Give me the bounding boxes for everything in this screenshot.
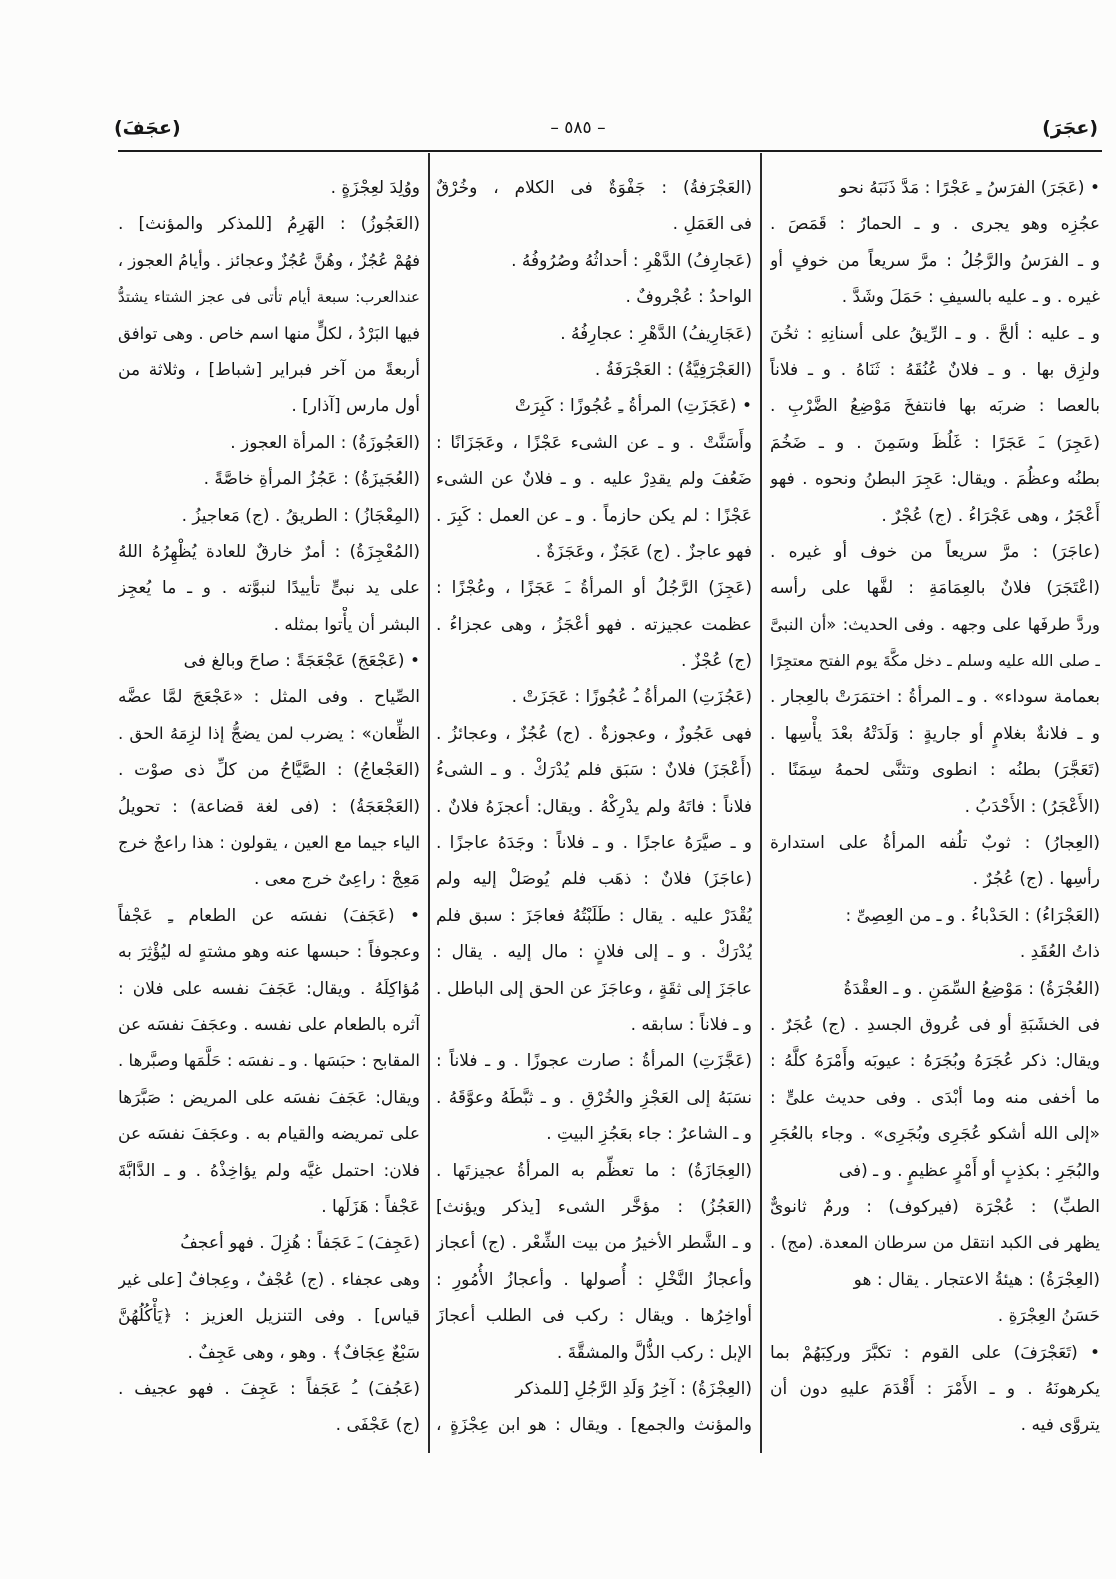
entry-line-text: عجُزِه وهو يجرى . و ـ الحمارُ : قَمَصَ .: [770, 214, 1100, 235]
entry-line: [436, 1153, 752, 1189]
entry-line-text: الصِّياح . وفى المثل : «عَجْعَجَ لمَّا عضَّه: [118, 687, 420, 708]
entry-line-text: • (تَعَجْرَفَ) على القوم : تكبَّرَ وركِبَهُمْ بما: [770, 1342, 1100, 1363]
column-divider: [428, 153, 430, 1453]
entry-line: [118, 752, 420, 788]
entry-line-text: عظمت عجيزته . فهو أعْجَزُ ، وهى عجزاءُ .: [436, 614, 752, 635]
entry-line: [118, 1189, 420, 1225]
entry-line: [118, 570, 420, 606]
entry-line: [436, 1262, 752, 1298]
entry-line-text: الواحدُ : عُجْروفٌ .: [625, 287, 752, 308]
entry-line-text: (عَجَارِيفُ) الدَّهْرِ : عجارِفُهُ .: [560, 323, 752, 344]
entry-line-text: (تَعَجَّرَ) بطنُه : انطوى وتثنَّى لحمهُ سِمَنًا .: [770, 760, 1100, 781]
entry-line-text: عندالعرب: سبعة أيام تأتى فى عجز الشتاء يشتدُّ: [118, 288, 420, 307]
entry-line-text: • (عَجْعَجَ) عَجْعَجَةً : صاحَ وبالغ فى: [183, 651, 420, 672]
entry-line-text: فى الخشَبَةِ أو فى عُروق الجسدِ . (ج) عُجَرٌ .: [770, 1014, 1100, 1035]
entry-line: [770, 1043, 1100, 1079]
entry-line: [770, 1371, 1100, 1407]
entry-line: [770, 425, 1100, 461]
entry-line-text: الياء جيما مع العين ، يقولون : هذا راعجٌ خرج: [118, 833, 420, 853]
entry-line: [436, 279, 752, 315]
entry-line: [118, 461, 420, 497]
entry-line: [770, 934, 1100, 970]
entry-line-text: ويقال: عَجَفَ نفسَه على المريض : صَبَّرَها: [118, 1087, 420, 1108]
entry-line-text: (عاجَرَ) : مرَّ سريعاً من خوف أو غيره .: [770, 541, 1100, 562]
entry-line: [118, 1371, 420, 1407]
entry-line: [118, 934, 420, 970]
entry-line: [770, 1335, 1100, 1371]
entry-line-text: (العِجْزَةُ) : آخِرُ وَلَدِ الرَّجُلِ [للمذكر: [515, 1378, 752, 1399]
entry-line-text: الظِّعان» : يضرب لمن يضجُّ إذا لزِمَهُ الحق .: [118, 723, 420, 743]
entry-line: [436, 1007, 752, 1043]
entry-line: [436, 861, 752, 897]
entry-line: [770, 206, 1100, 242]
entry-line-text: (أَعْجَزَ) فلانٌ : سَبَق فلم يُدْرَكْ . و ـ الشىءُ: [436, 760, 752, 781]
entry-line: [770, 170, 1100, 206]
entry-line: [118, 716, 420, 752]
entry-line-text: أَعْجَرُ ، وهى عَجْرَاءُ . (ج) عُجْرٌ .: [881, 505, 1100, 526]
entry-line-text: أربعةً من آخر فبراير [شباط] ، وثلاثة من: [118, 359, 420, 380]
entry-line-text: فلاناً : فاتَهُ ولم يدْرِكْهُ . ويقال: أعجزَهُ فلانٌ .: [436, 796, 752, 817]
entry-line: [436, 316, 752, 352]
entry-line-text: المقابح : حبَسَها . و ـ نفسَه : حَلَّمَها وصبَّرها .: [118, 1051, 420, 1071]
entry-line-text: (ج) عُجْزٌ .: [681, 651, 752, 672]
entry-line: [118, 243, 420, 279]
entry-line-text: (العَجْعاجُ) : الصَّيَّاحُ من كلِّ ذى صوْت .: [118, 760, 420, 781]
entry-line: [436, 1225, 752, 1261]
entry-line: [436, 498, 752, 534]
entry-line-text: (ج) عَجْفَى .: [335, 1415, 420, 1436]
entry-line-text: وردَّ طرفَها على وجهه . وفى الحديث: «أن النبىَّ: [770, 614, 1100, 634]
entry-line-text: مُؤاكِلَهُ . ويقال: عَجَفَ نفسه على فلان :: [118, 978, 420, 999]
entry-line: [118, 1043, 420, 1079]
entry-line-text: ضَعُفَ ولم يقدِرْ عليه . و ـ فلانٌ عن الشىء: [436, 469, 752, 490]
entry-line: [770, 1080, 1100, 1116]
entry-line: [118, 1007, 420, 1043]
entry-line: [436, 461, 752, 497]
entry-line: [436, 1043, 752, 1079]
entry-line: [770, 1225, 1100, 1261]
entry-line-text: • (عَجَزَتِ) المرأةُ ـِ عُجُوزًا : كَبِرَتْ: [514, 396, 752, 417]
entry-line-text: وأعجازُ النَّخْلِ : أُصولها . وأعجازُ الأُمُورِ :: [436, 1269, 752, 1290]
entry-line: [436, 206, 752, 242]
entry-line: [118, 1262, 420, 1298]
entry-line-text: أواخِرُها . ويقال : ركب فى الطلب أعجازَ: [436, 1306, 752, 1327]
entry-line-text: نسَبَهُ إلى العَجْزِ والخُرْقِ . و ـ ثبَّطَهُ وعوَّقَهُ .: [436, 1087, 752, 1108]
entry-line-text: ـ صلى الله عليه وسلم ـ دخل مكَّةَ يوم الفتح معتجِرًا: [770, 652, 1100, 671]
entry-line-text: (عَجَّزَتِ) المرأةُ : صارت عجوزًا . و ـ فلاناً :: [436, 1051, 752, 1072]
entry-line: [118, 534, 420, 570]
entry-line-text: أول مارس [آذار] .: [291, 396, 420, 417]
entry-line: [770, 570, 1100, 606]
entry-line: [436, 607, 752, 643]
entry-line: [118, 316, 420, 352]
entry-line-text: (العَجُزُ) : مؤخَّر الشىء [يذكر ويؤنث]: [436, 1196, 752, 1217]
entry-line: [118, 1407, 420, 1443]
entry-line: [118, 898, 420, 934]
entry-line: [770, 752, 1100, 788]
entry-line: [118, 279, 420, 315]
entry-line: [770, 643, 1100, 679]
entry-line-text: (عَجُفَ) ـُ عَجَفاً : عَجِفَ . فهو عجيف .: [118, 1378, 420, 1399]
entry-line-text: (العَجْرَفةُ) : جَفْوَةٌ فى الكلام ، وخُرْقٌ: [436, 178, 752, 198]
entry-line-text: رأسِها . (ج) عُجُرٌ .: [972, 869, 1100, 890]
entry-line-text: (العَجُوزُ) : الهَرِمُ [للمذكر والمؤنث] .: [118, 214, 420, 235]
entry-line: [770, 1189, 1100, 1225]
entry-line: [770, 825, 1100, 861]
entry-line-text: و ـ صيَّرَهُ عاجزًا . و ـ فلاناً : وجَدَهُ عاجزًا .: [436, 833, 752, 854]
entry-line: [118, 1116, 420, 1152]
entry-line-text: عَجْفاً : هَزَلَها .: [321, 1196, 420, 1217]
entry-line: [436, 570, 752, 606]
entry-line-text: بطنُه وعظُمَ . ويقال: عَجِرَ البطنُ ونحوه . فهو: [770, 469, 1100, 490]
entry-line-text: (العَجْرَاءُ) : الحَدْباءُ . و ـ من العِصِىِّ :: [845, 905, 1100, 926]
entry-line: [770, 607, 1100, 643]
entry-line: [118, 971, 420, 1007]
entry-line: [436, 1407, 752, 1443]
entry-line: [770, 243, 1100, 279]
entry-line-text: فيها البَرْدُ ، لكلٍّ منها اسم خاص . وهى توافق: [118, 323, 420, 343]
entry-line-text: (المُعْجِزَةُ) : أمرٌ خارقٌ للعادة يُظْهِرُهُ اللهُ: [118, 541, 420, 562]
entry-line-text: و ـ الفرَسُ والرَّجُلُ : مرَّ سريعاً من خوفٍ أو: [770, 250, 1100, 271]
entry-line-text: (عَجِرَ) ـَ عَجَرًا : غَلُظَ وسَمِنَ . و ـ ضَخُمَ: [770, 432, 1100, 453]
column-left: [118, 170, 420, 1444]
entry-line: [770, 352, 1100, 388]
entry-line-text: سَبْعٌ عِجَافٌ﴾ . وهو ، وهى عَجِفٌ .: [187, 1342, 420, 1363]
entry-line-text: والبُجَرِ : بكذِبٍ أو أَمْرٍ عظيمٍ . و ـ (فى: [838, 1160, 1100, 1181]
column-divider: [760, 153, 762, 1453]
entry-line: [118, 1298, 420, 1334]
entry-line: [436, 243, 752, 279]
entry-line: [118, 170, 420, 206]
entry-line: [436, 643, 752, 679]
entry-line-text: وأَسَنَّتْ . و ـ عن الشىء عَجْزًا ، وعَجَزَانًا :: [436, 432, 752, 453]
entry-line: [770, 898, 1100, 934]
entry-line: [436, 971, 752, 1007]
entry-line: [770, 279, 1100, 315]
entry-line-text: ذاتُ العُقَدِ .: [1019, 942, 1100, 963]
entry-line: [118, 825, 420, 861]
entry-line: [436, 752, 752, 788]
entry-line: [118, 206, 420, 242]
entry-line-text: يُدْرَكْ . و ـ إلى فلانٍ : مال إليه . يقال :: [436, 942, 752, 963]
entry-line: [118, 1153, 420, 1189]
entry-line: [436, 1335, 752, 1371]
entry-line-text: وعجوفاً : حبسها عنه وهو مشتهٍ له ليُؤْثِرَ به: [118, 942, 420, 963]
entry-line: [436, 1298, 752, 1334]
entry-line-text: البشر أن يأْتوا بمثله .: [273, 614, 420, 635]
entry-line-text: عَجْزًا : لم يكن حازماً . و ـ عن العمل : كَبِرَ .: [436, 505, 752, 526]
entry-line-text: يتروَّى فيه .: [1020, 1415, 1100, 1436]
entry-line: [118, 498, 420, 534]
entry-line: [118, 789, 420, 825]
entry-line: [436, 679, 752, 715]
entry-line-text: و ـ عليه : ألحَّ . و ـ الرِّيقُ على أسنانِهِ : ثخُنَ: [770, 323, 1100, 344]
entry-line: [770, 498, 1100, 534]
entry-line-text: (عَجِفَ) ـَ عَجَفاً : هُزِلَ . فهو أعجفُ: [180, 1233, 420, 1254]
entry-line: [436, 352, 752, 388]
entry-line-text: ووُلِدَ لعِجْزَةٍ .: [330, 178, 420, 198]
entry-line: [436, 170, 752, 206]
entry-line: [436, 898, 752, 934]
entry-line: [770, 1262, 1100, 1298]
entry-line: [436, 1080, 752, 1116]
entry-line-text: والمؤنث والجمع] . ويقال : هو ابن عِجْزَةٍ ،: [436, 1415, 752, 1436]
entry-line-text: (العُجْرَةُ) : مَوْضِعُ السِّمَنِ . و ـ العقْدَةُ: [843, 978, 1100, 999]
entry-line-text: و ـ الشاعرُ : جاء بعَجُزِ البيتِ .: [546, 1124, 752, 1145]
entry-line: [770, 1153, 1100, 1189]
entry-line: [770, 1007, 1100, 1043]
entry-line-text: فى العَمَلِ .: [672, 214, 752, 235]
entry-line: [118, 1225, 420, 1261]
entry-line: [118, 861, 420, 897]
entry-line-text: يكرهونَهُ . و ـ الأَمْرَ : أَقْدَمَ عليهِ دون أن: [770, 1378, 1100, 1399]
entry-line: [118, 1080, 420, 1116]
entry-line-text: (العَجْرَفِيَّةُ) : العَجْرَفَةُ .: [594, 359, 752, 380]
entry-line: [436, 534, 752, 570]
entry-line-text: (اعْتَجَرَ) فلانٌ بالعِمَامَةِ : لفَّها على رأسه: [770, 578, 1100, 599]
entry-line-text: (عَجِزَ) الرَّجُلُ أو المرأةُ ـَ عَجَزًا ، وعُجْزًا :: [436, 578, 752, 599]
entry-line: [770, 461, 1100, 497]
entry-line-text: (الأَعْجَرُ) : الأَحْدَبُ .: [964, 796, 1100, 817]
entry-line: [770, 1298, 1100, 1334]
entry-line: [118, 643, 420, 679]
entry-line: [436, 1189, 752, 1225]
entry-line: [770, 789, 1100, 825]
entry-line: [436, 825, 752, 861]
entry-line: [770, 679, 1100, 715]
entry-line-text: (العِجارُ) : ثوبٌ تلُفه المرأةُ على استدارة: [770, 833, 1100, 854]
entry-line-text: على تمريضه والقيام به . وعجَفَ نفسَه عن: [118, 1124, 420, 1145]
entry-line-text: ما أخفى منه وما أبْدَى . وفى حديث علىٍّ :: [770, 1087, 1100, 1108]
entry-line-text: (عاجَزَ) فلانٌ : ذهَب فلم يُوصَلْ إليه ولم: [436, 869, 752, 890]
entry-line: [118, 352, 420, 388]
column-middle: [436, 170, 752, 1444]
entry-line: [118, 679, 420, 715]
entry-line-text: يظهر فى الكبد انتقل من سرطان المعدة. (مج) .: [770, 1233, 1100, 1253]
entry-line-text: بعمامة سوداء» . و ـ المرأةُ : اختمَرَتْ بالعِجار .: [770, 687, 1100, 708]
entry-line-text: فهو عاجزٌ . (ج) عَجَزٌ ، وعَجَزَةٌ .: [535, 541, 752, 562]
entry-line: [436, 425, 752, 461]
entry-line-text: حَسَنُ العِجْرَةِ .: [997, 1306, 1100, 1327]
entry-line: [770, 971, 1100, 1007]
entry-line-text: • (عَجَرَ) الفرَسُ ـِ عَجْرًا : مَدَّ ذَنَبَهُ نحو: [839, 178, 1100, 198]
entry-line: [436, 388, 752, 424]
entry-line-text: على يد نبىٍّ تأييدًا لنبوَّته . و ـ ما يُعجِز: [118, 578, 420, 599]
entry-line-text: «إلى الله أشكو عُجَرِى وبُجَرِى» . وجاء بالعُجَرِ: [770, 1124, 1100, 1145]
entry-line: [770, 534, 1100, 570]
entry-line-text: غيره . و ـ عليه بالسيفِ : حَمَلَ وشَدَّ .: [841, 287, 1100, 308]
entry-line-text: فهى عَجُوزٌ ، وعجوزةٌ . (ج) عُجُزٌ ، وعجائزُ .: [436, 723, 752, 744]
entry-line: [436, 716, 752, 752]
entry-line-text: مَعِجْ : راعِىٌ خرج معى .: [253, 869, 420, 890]
entry-line-text: عاجَزَ إلى ثقَةٍ ، وعاجَزَ عن الحق إلى الباطل .: [436, 978, 752, 999]
running-head-left: (عجَفَ): [114, 117, 181, 139]
page-number: – ٥٨٥ –: [550, 118, 606, 138]
entry-line-text: و ـ الشَّطر الأخيرُ من بيت الشِّعْر . (ج) أعجاز: [436, 1233, 752, 1254]
header-rule: [118, 150, 1102, 152]
entry-line: [118, 388, 420, 424]
entry-line: [436, 789, 752, 825]
entry-line-text: (العِجْرَةُ) : هيئةُ الاعتجار . يقال : هو: [853, 1269, 1100, 1290]
entry-line: [770, 316, 1100, 352]
entry-line: [436, 1116, 752, 1152]
entry-line: [118, 425, 420, 461]
entry-line-text: ويقال: ذكر عُجَرَهُ وبُجَرَهُ : عيوبَه وأَمْرَهُ كلَّهُ :: [770, 1051, 1100, 1072]
entry-line-text: فهُمْ عُجُزٌ ، وهُنَّ عُجُزٌ وعجائز . وأيامُ العجوز ،: [118, 250, 420, 270]
entry-line-text: فلان: احتمل غيَّه ولم يؤاخِذْهُ . و ـ الدَّابَّةَ: [118, 1160, 420, 1181]
entry-line: [770, 1116, 1100, 1152]
entry-line-text: الإبل : ركب الذُّلَّ والمشقَّةَ .: [556, 1342, 752, 1363]
entry-line-text: ولزِق بها . و ـ فلانٌ عُنُقَهُ : ثَنَاهُ . و ـ فلاناً: [770, 359, 1100, 380]
column-right: [770, 170, 1100, 1444]
entry-line-text: و ـ فلاناً : سابقه .: [630, 1014, 752, 1035]
entry-line-text: (العِجَازَةُ) : ما تعظِّم به المرأةُ عجيزتَها .: [436, 1160, 752, 1181]
entry-line: [770, 861, 1100, 897]
entry-line-text: (العَجُوزَةُ) : المرأة العجوز .: [230, 432, 420, 453]
entry-line-text: وهى عجفاء . (ج) عُجْفٌ ، وعِجافٌ [على غير: [118, 1269, 420, 1289]
entry-line-text: (العُجَيزَةُ) : عَجُزُ المرأةِ خاصَّةً .: [203, 469, 420, 490]
entry-line: [118, 1335, 420, 1371]
entry-line-text: يُقْدَرْ عليه . يقال : طَلَبْتُهُ فعاجَزَ : سبق فلم: [436, 905, 752, 926]
entry-line-text: (المِعْجَازُ) : الطريقُ . (ج) مَعاجيزُ .: [181, 505, 420, 526]
entry-line-text: و ـ فلانةٌ بغلامٍ أو جاريةٍ : وَلَدَتْهُ بعْدَ يأْسِها .: [770, 723, 1100, 744]
entry-line-text: (عَجُزَتِ) المرأةُ ـُ عُجُوزًا : عَجَزَتْ .: [511, 687, 752, 708]
entry-line: [770, 716, 1100, 752]
entry-line-text: • (عَجَفَ) نفسَه عن الطعام ـِ عَجْفاً: [118, 905, 420, 926]
entry-line: [436, 934, 752, 970]
entry-line-text: الطبِّ) : عُجْرَة (فيركوف) : ورمٌ ثانوىٌّ: [770, 1196, 1100, 1217]
entry-line: [436, 1371, 752, 1407]
entry-line-text: (عَجارِفُ) الدَّهْرِ : أحداثُهُ وصُرُوفُهُ .: [511, 250, 752, 271]
entry-line: [770, 1407, 1100, 1443]
running-head-right: (عجَرَ): [1042, 117, 1098, 139]
entry-line-text: قياس] . وفى التنزيل العزيز : ﴿يَأْكُلُهُنَّ: [118, 1306, 420, 1327]
entry-line: [770, 388, 1100, 424]
entry-line-text: بالعصا : ضربَه بها فانتفخَ مَوْضِعُ الضَّرْبِ .: [770, 396, 1100, 417]
entry-line-text: آثره بالطعام على نفسه . وعجَفَ نفسَه عن: [118, 1014, 420, 1035]
entry-line-text: (العَجْعَجَةُ) : (فى لغة قضاعة) : تحويلُ: [118, 796, 420, 817]
entry-line: [118, 607, 420, 643]
